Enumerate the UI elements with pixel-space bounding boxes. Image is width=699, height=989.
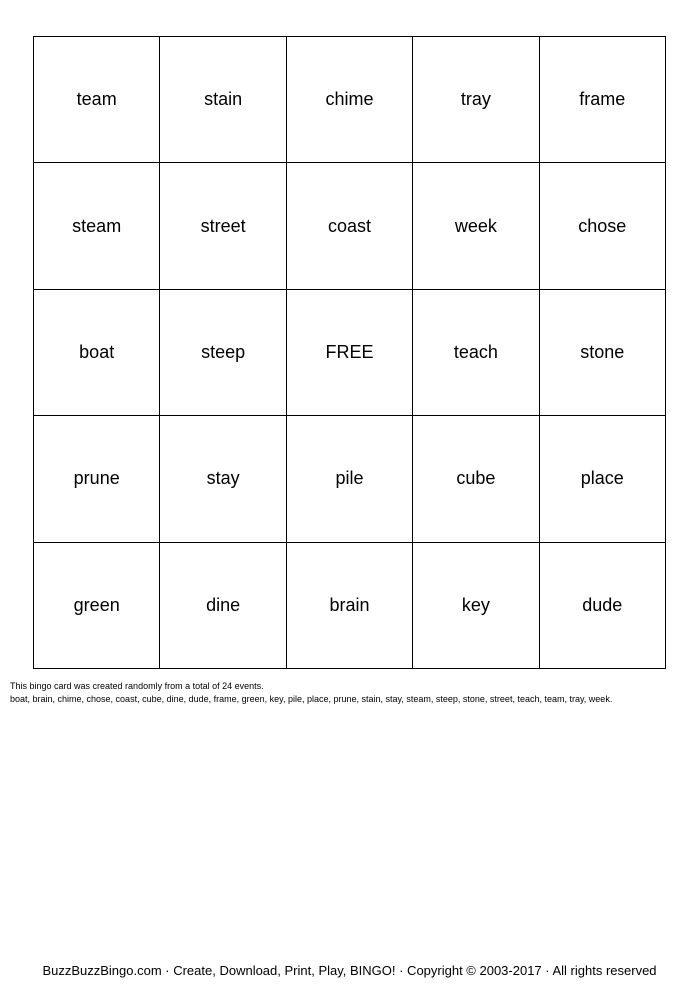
bingo-cell-r4c2: stay <box>160 416 286 542</box>
bingo-cell-r2c5: chose <box>540 163 666 289</box>
bingo-cell-r4c5: place <box>540 416 666 542</box>
bingo-cell-r4c4: cube <box>413 416 539 542</box>
card-info-word-list: boat, brain, chime, chose, coast, cube, dine, dude, frame, green, key, pile, place, prune, stain, stay, steam, steep, stone, street, teach, team, tray, week. <box>10 694 613 704</box>
bingo-cell-r2c2: street <box>160 163 286 289</box>
bingo-cell-r4c3: pile <box>287 416 413 542</box>
bingo-cell-r5c2: dine <box>160 543 286 669</box>
bingo-card-grid <box>33 36 666 669</box>
bingo-cell-r2c3: coast <box>287 163 413 289</box>
bingo-cell-free: FREE <box>287 290 413 416</box>
bingo-cell-r5c1: green <box>34 543 160 669</box>
bingo-cell-r3c4: teach <box>413 290 539 416</box>
bingo-cell-r1c3: chime <box>287 37 413 163</box>
bingo-cell-r3c2: steep <box>160 290 286 416</box>
page-footer: BuzzBuzzBingo.com · Create, Download, Print, Play, BINGO! · Copyright © 2003-2017 · All rights reserved <box>42 963 657 978</box>
bingo-cell-r2c4: week <box>413 163 539 289</box>
bingo-cell-r3c1: boat <box>34 290 160 416</box>
bingo-cell-r5c5: dude <box>540 543 666 669</box>
bingo-cell-r4c1: prune <box>34 416 160 542</box>
card-info-summary: This bingo card was created randomly from a total of 24 events. <box>10 681 264 691</box>
bingo-cell-r5c3: brain <box>287 543 413 669</box>
bingo-cell-r1c5: frame <box>540 37 666 163</box>
bingo-cell-r5c4: key <box>413 543 539 669</box>
bingo-cell-r2c1: steam <box>34 163 160 289</box>
bingo-cell-r1c4: tray <box>413 37 539 163</box>
bingo-cell-r1c1: team <box>34 37 160 163</box>
bingo-cell-r3c5: stone <box>540 290 666 416</box>
bingo-cell-r1c2: stain <box>160 37 286 163</box>
card-info <box>10 680 690 706</box>
